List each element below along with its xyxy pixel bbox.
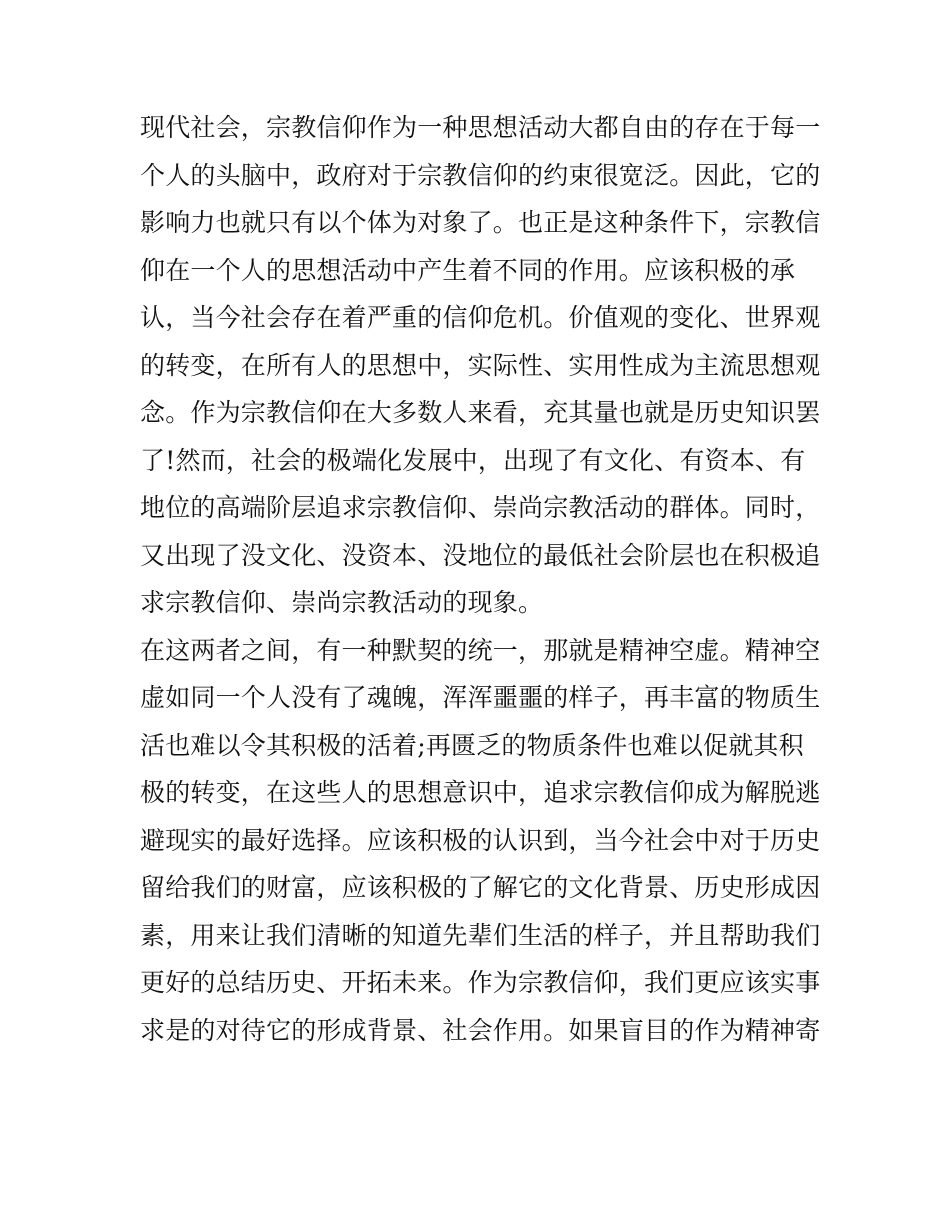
text-line: 念。作为宗教信仰在大多数人来看，充其量也就是历史知识罢 — [140, 398, 821, 427]
body-text — [140, 104, 820, 1054]
text-line: 影响力也就只有以个体为对象了。也正是这种条件下，宗教信 — [140, 208, 821, 237]
text-line: 的转变，在所有人的思想中，实际性、实用性成为主流思想观 — [140, 350, 821, 380]
text-line: 又出现了没文化、没资本、没地位的最低社会阶层也在积极追 — [140, 540, 821, 570]
text-line: 更好的总结历史、开拓未来。作为宗教信仰，我们更应该实事 — [140, 968, 821, 997]
text-line: 活也难以令其积极的活着;再匮乏的物质条件也难以促就其积 — [140, 730, 804, 760]
text-line: 避现实的最好选择。应该积极的认识到，当今社会中对于历史 — [140, 825, 821, 855]
text-line: 现代社会，宗教信仰作为一种思想活动大都自由的存在于每一 — [140, 113, 821, 142]
text-line: 极的转变，在这些人的思想意识中，追求宗教信仰成为解脱逃 — [140, 778, 821, 807]
text-line: 个人的头脑中，政府对于宗教信仰的约束很宽泛。因此，它的 — [140, 160, 821, 190]
text-line: 留给我们的财富，应该积极的了解它的文化背景、历史形成因 — [140, 873, 821, 902]
text-line: 认，当今社会存在着严重的信仰危机。价值观的变化、世界观 — [140, 303, 821, 332]
text-line: 虚如同一个人没有了魂魄，浑浑噩噩的样子，再丰富的物质生 — [140, 683, 821, 712]
text-line: 素，用来让我们清晰的知道先辈们生活的样子，并且帮助我们 — [140, 920, 821, 950]
text-line: 了!然而，社会的极端化发展中，出现了有文化、有资本、有 — [140, 445, 806, 475]
text-line: 仰在一个人的思想活动中产生着不同的作用。应该积极的承 — [140, 255, 796, 285]
text-line: 在这两者之间，有一种默契的统一，那就是精神空虚。精神空 — [140, 635, 821, 665]
text-line: 求宗教信仰、崇尚宗教活动的现象。 — [140, 588, 544, 617]
text-line: 地位的高端阶层追求宗教信仰、崇尚宗教活动的群体。同时， — [140, 493, 821, 522]
text-line: 求是的对待它的形成背景、社会作用。如果盲目的作为精神寄 — [140, 1015, 821, 1045]
